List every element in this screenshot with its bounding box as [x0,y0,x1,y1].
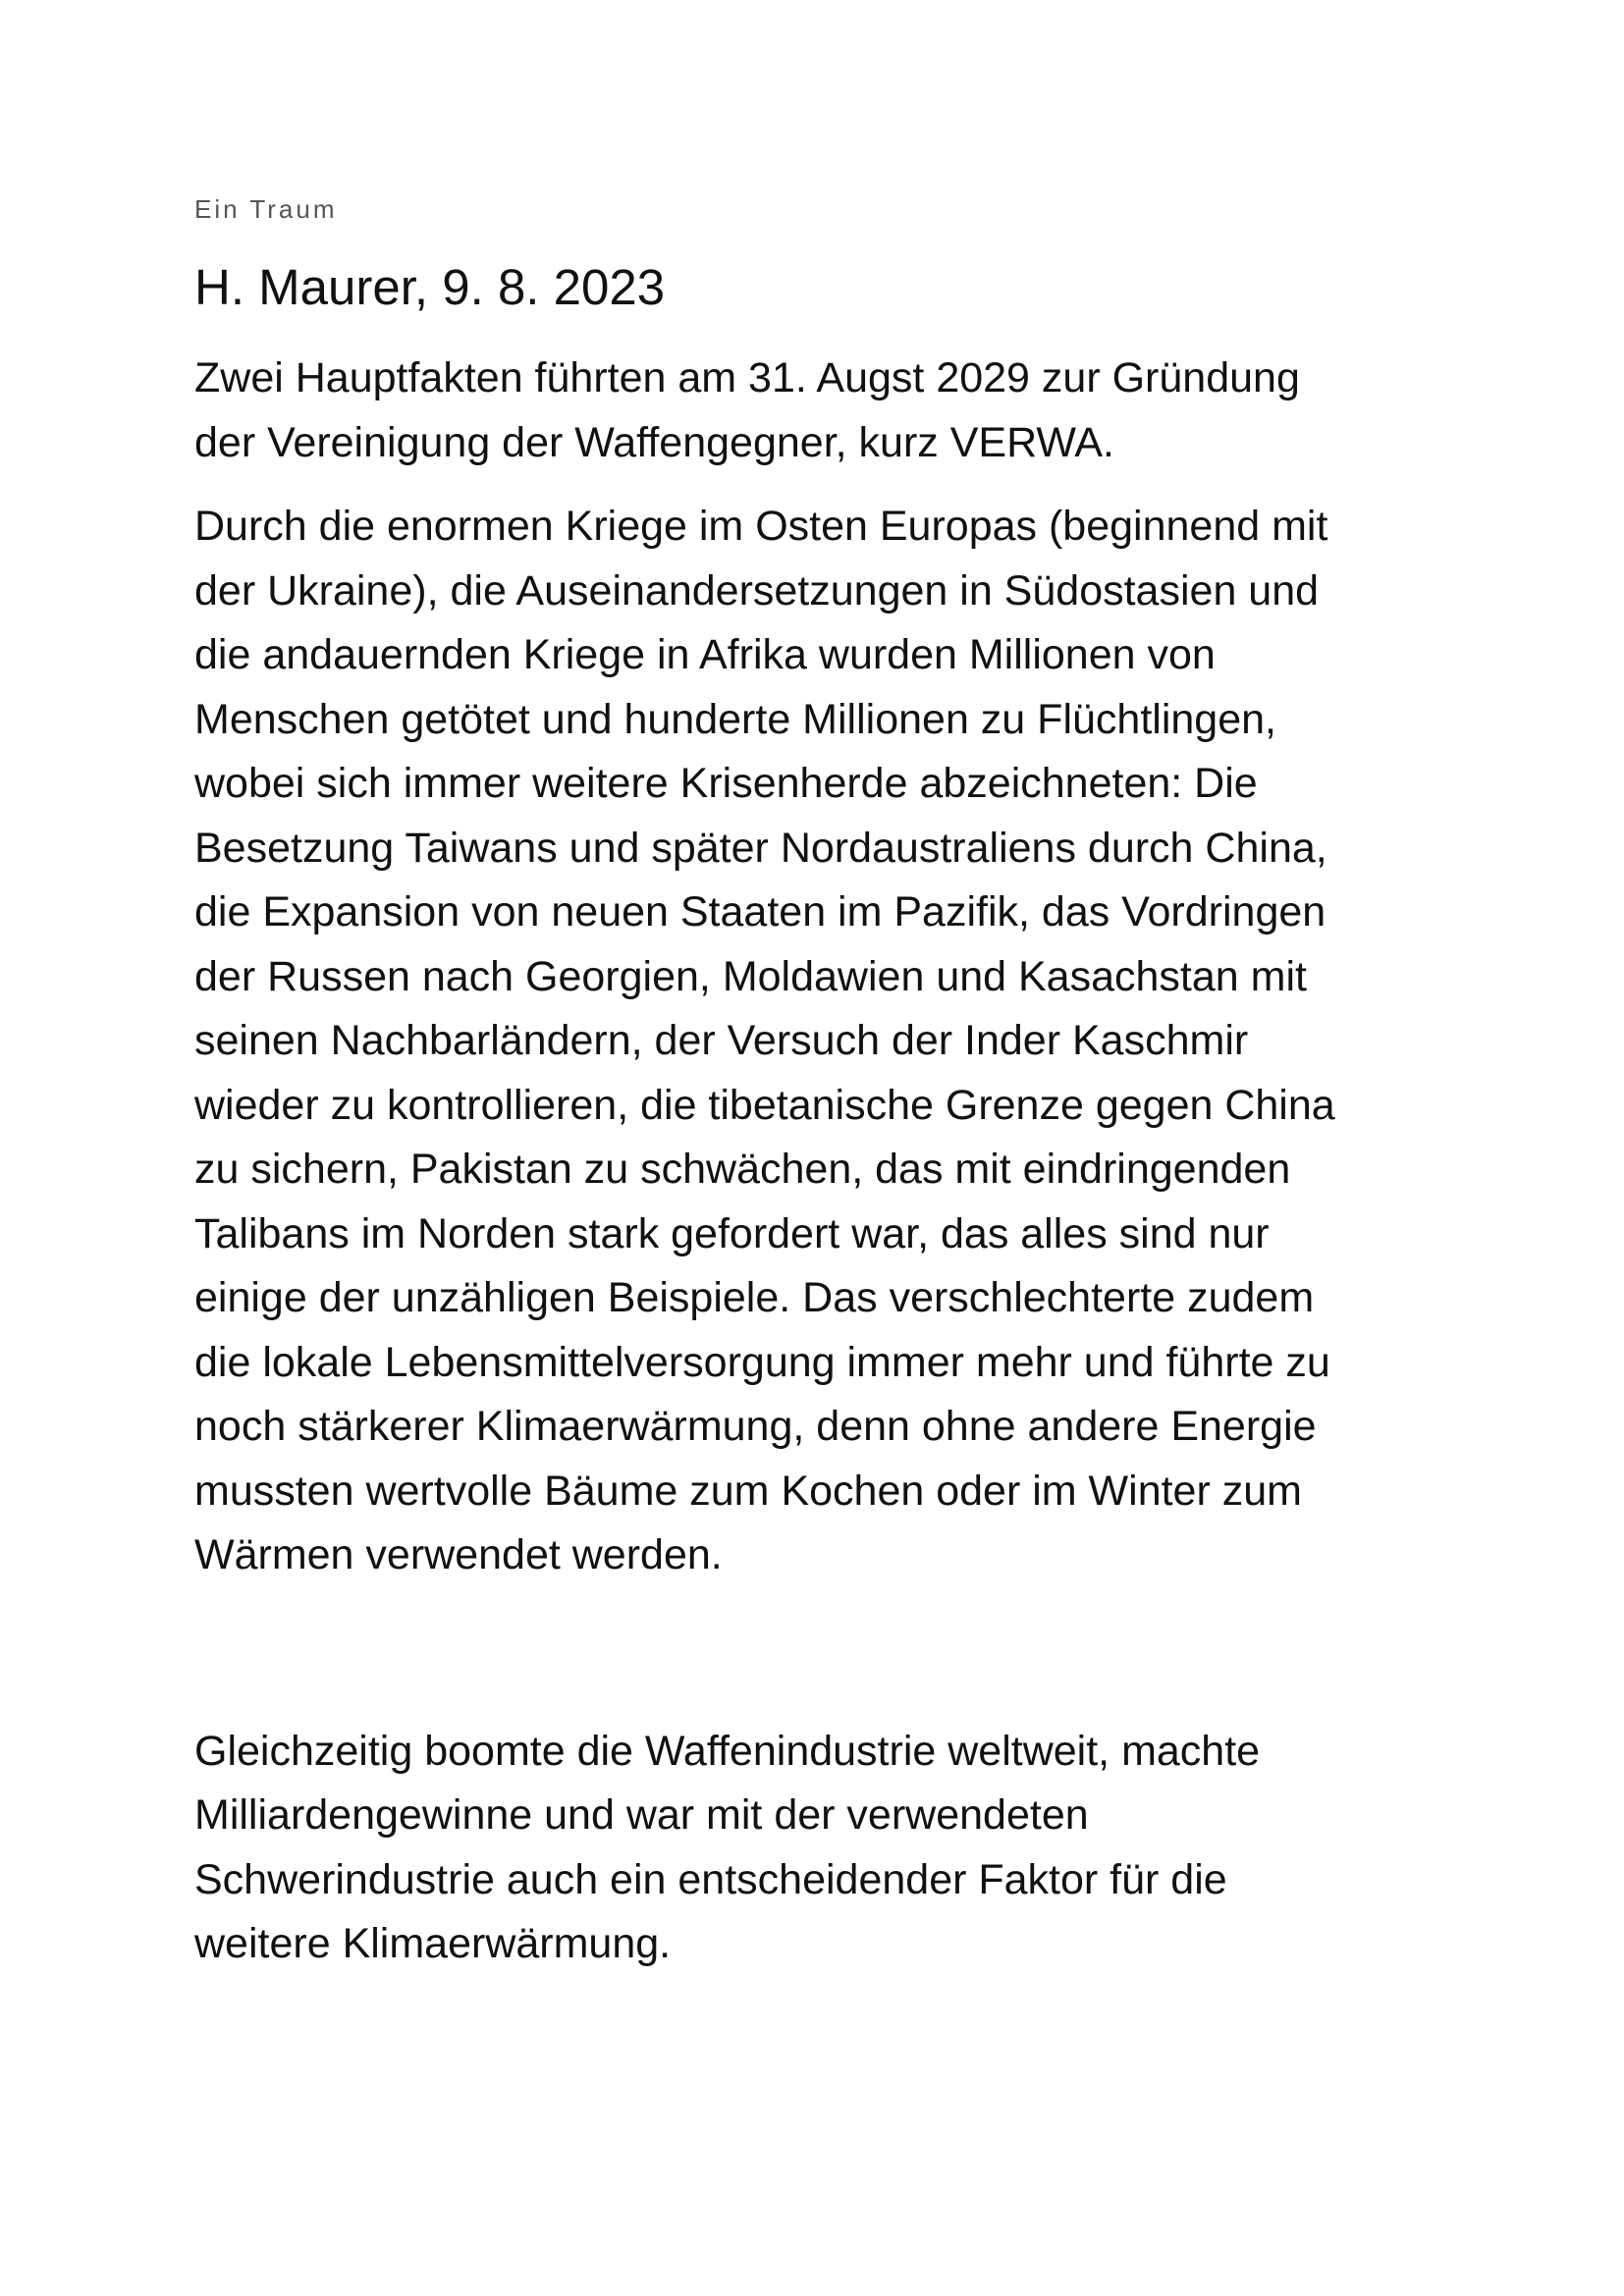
paragraph-line: der Russen nach Georgien, Moldawien und Kasachstan mit [194,952,1307,1000]
paragraph-arms-industry [194,1720,1461,1977]
paragraph-line: die andauernden Kriege in Afrika wurden Millionen von [194,631,1216,678]
paragraph-line: mussten wertvolle Bäume zum Kochen oder im Winter zum [194,1467,1302,1515]
paragraph-wars [194,495,1461,1588]
paragraph-line: der Ukraine), die Auseinandersetzungen in Südostasien und [194,566,1320,614]
paragraph-line: Talibans im Norden stark gefordert war, das alles sind nur [194,1209,1270,1257]
paragraph-line: die Expansion von neuen Staaten im Pazifik, das Vordringen [194,888,1326,935]
paragraph-line: der Vereinigung der Waffengegner, kurz VERWA. [194,418,1114,466]
paragraph-line: zu sichern, Pakistan zu schwächen, das mit eindringenden [194,1146,1291,1193]
document-subtitle: Ein Traum [194,194,338,224]
paragraph-line: Menschen getötet und hunderte Millionen zu Flüchtlingen, [194,695,1276,743]
paragraph-line: Schwerindustrie auch ein entscheidender Faktor für die [194,1855,1227,1903]
paragraph-line: Zwei Hauptfakten führten am 31. Augst 2029 zur Gründung [194,354,1300,401]
author-date-heading: H. Maurer, 9. 8. 2023 [194,259,666,315]
paragraph-line: noch stärkerer Klimaerwärmung, denn ohne andere Energie [194,1403,1317,1450]
paragraph-line: Wärmen verwendet werden. [194,1531,723,1578]
paragraph-line: Gleichzeitig boomte die Waffenindustrie weltweit, machte [194,1727,1261,1775]
paragraph-line: Besetzung Taiwans und später Nordaustraliens durch China, [194,824,1327,872]
paragraph-line: seinen Nachbarländern, der Versuch der Inder Kaschmir [194,1017,1249,1064]
paragraph-intro [194,347,1461,475]
paragraph-line: wobei sich immer weitere Krisenherde abzeichneten: Die [194,760,1258,807]
paragraph-line: weitere Klimaerwärmung. [194,1920,672,1967]
paragraph-line: die lokale Lebensmittelversorgung immer mehr und führte zu [194,1338,1330,1386]
document-content [194,191,1461,1977]
paragraph-line: Milliardengewinne und war mit der verwendeten [194,1791,1089,1839]
paragraph-line: Durch die enormen Kriege im Osten Europas (beginnend mit [194,503,1328,550]
paragraph-line: einige der unzähligen Beispiele. Das verschlechterte zudem [194,1274,1315,1321]
paragraph-line: wieder zu kontrollieren, die tibetanische Grenze gegen China [194,1081,1335,1129]
